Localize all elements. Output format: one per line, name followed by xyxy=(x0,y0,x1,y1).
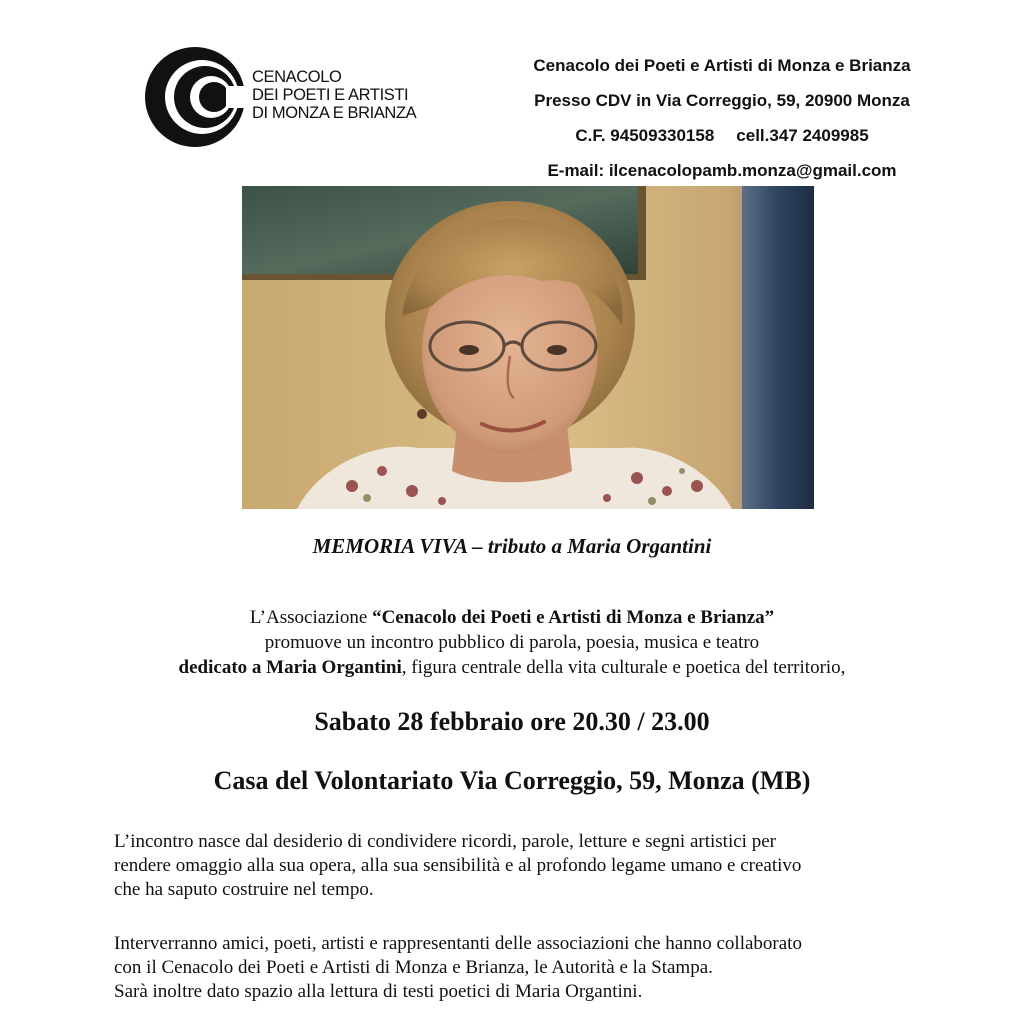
p1-line-3: che ha saputo costruire nel tempo. xyxy=(114,879,374,900)
intro-dedicated: dedicato a Maria Organtini xyxy=(178,657,402,678)
intro-description: , figura centrale della vita culturale e poetica del territorio, xyxy=(401,657,846,678)
event-date: Sabato 28 febbraio ore 20.30 / 23.00 xyxy=(314,707,710,736)
p2-line-2: con il Cenacolo dei Poeti e Artisti di Monza e Brianza, le Autorità e la Stampa. xyxy=(114,957,713,978)
paragraph-1 xyxy=(114,830,944,902)
p2-line-3: Sarà inoltre dato spazio alla lettura di testi poetici di Maria Organtini. xyxy=(114,981,643,1002)
logo-wordmark xyxy=(252,68,452,122)
contact-email[interactable]: E-mail: ilcenacolopamb.monza@gmail.com xyxy=(547,161,897,180)
intro-line-2: promuove un incontro pubblico di parola, poesia, musica e teatro xyxy=(264,632,760,653)
paragraph-2 xyxy=(114,932,944,1004)
event-place: Casa del Volontariato Via Correggio, 59, Monza (MB) xyxy=(213,766,811,795)
contact-name: Cenacolo dei Poeti e Artisti di Monza e Brianza xyxy=(533,56,911,75)
contact-block xyxy=(490,48,954,188)
p1-line-1: L’incontro nasce dal desiderio di condividere ricordi, parole, letture e segni artistici per xyxy=(114,831,776,852)
intro-line-1 xyxy=(0,605,1024,630)
logo-line-1: CENACOLO xyxy=(252,68,342,86)
intro-association-name: “Cenacolo dei Poeti e Artisti di Monza e Brianza” xyxy=(372,607,775,628)
contact-address: Presso CDV in Via Correggio, 59, 20900 Monza xyxy=(534,91,910,110)
event-intro xyxy=(0,605,1024,680)
contact-cf: C.F. 94509330158 xyxy=(575,126,715,145)
p2-line-1: Interverranno amici, poeti, artisti e rappresentanti delle associazioni che hanno collaborato xyxy=(114,933,802,954)
contact-cf-cell xyxy=(490,118,954,153)
logo-line-3: DI MONZA E BRIANZA xyxy=(252,104,417,122)
event-title: MEMORIA VIVA – tributo a Maria Organtini xyxy=(312,534,712,558)
p1-line-2: rendere omaggio alla sua opera, alla sua sensibilità e al profondo legame umano e creativo xyxy=(114,855,802,876)
intro-association-label: L’Associazione xyxy=(249,607,373,628)
intro-line-3 xyxy=(0,655,1024,680)
contact-cell: cell.347 2409985 xyxy=(736,126,869,145)
cenacolo-logo-icon xyxy=(144,46,246,148)
logo-line-2: DEI POETI E ARTISTI xyxy=(252,86,409,104)
portrait-photo xyxy=(242,186,814,509)
